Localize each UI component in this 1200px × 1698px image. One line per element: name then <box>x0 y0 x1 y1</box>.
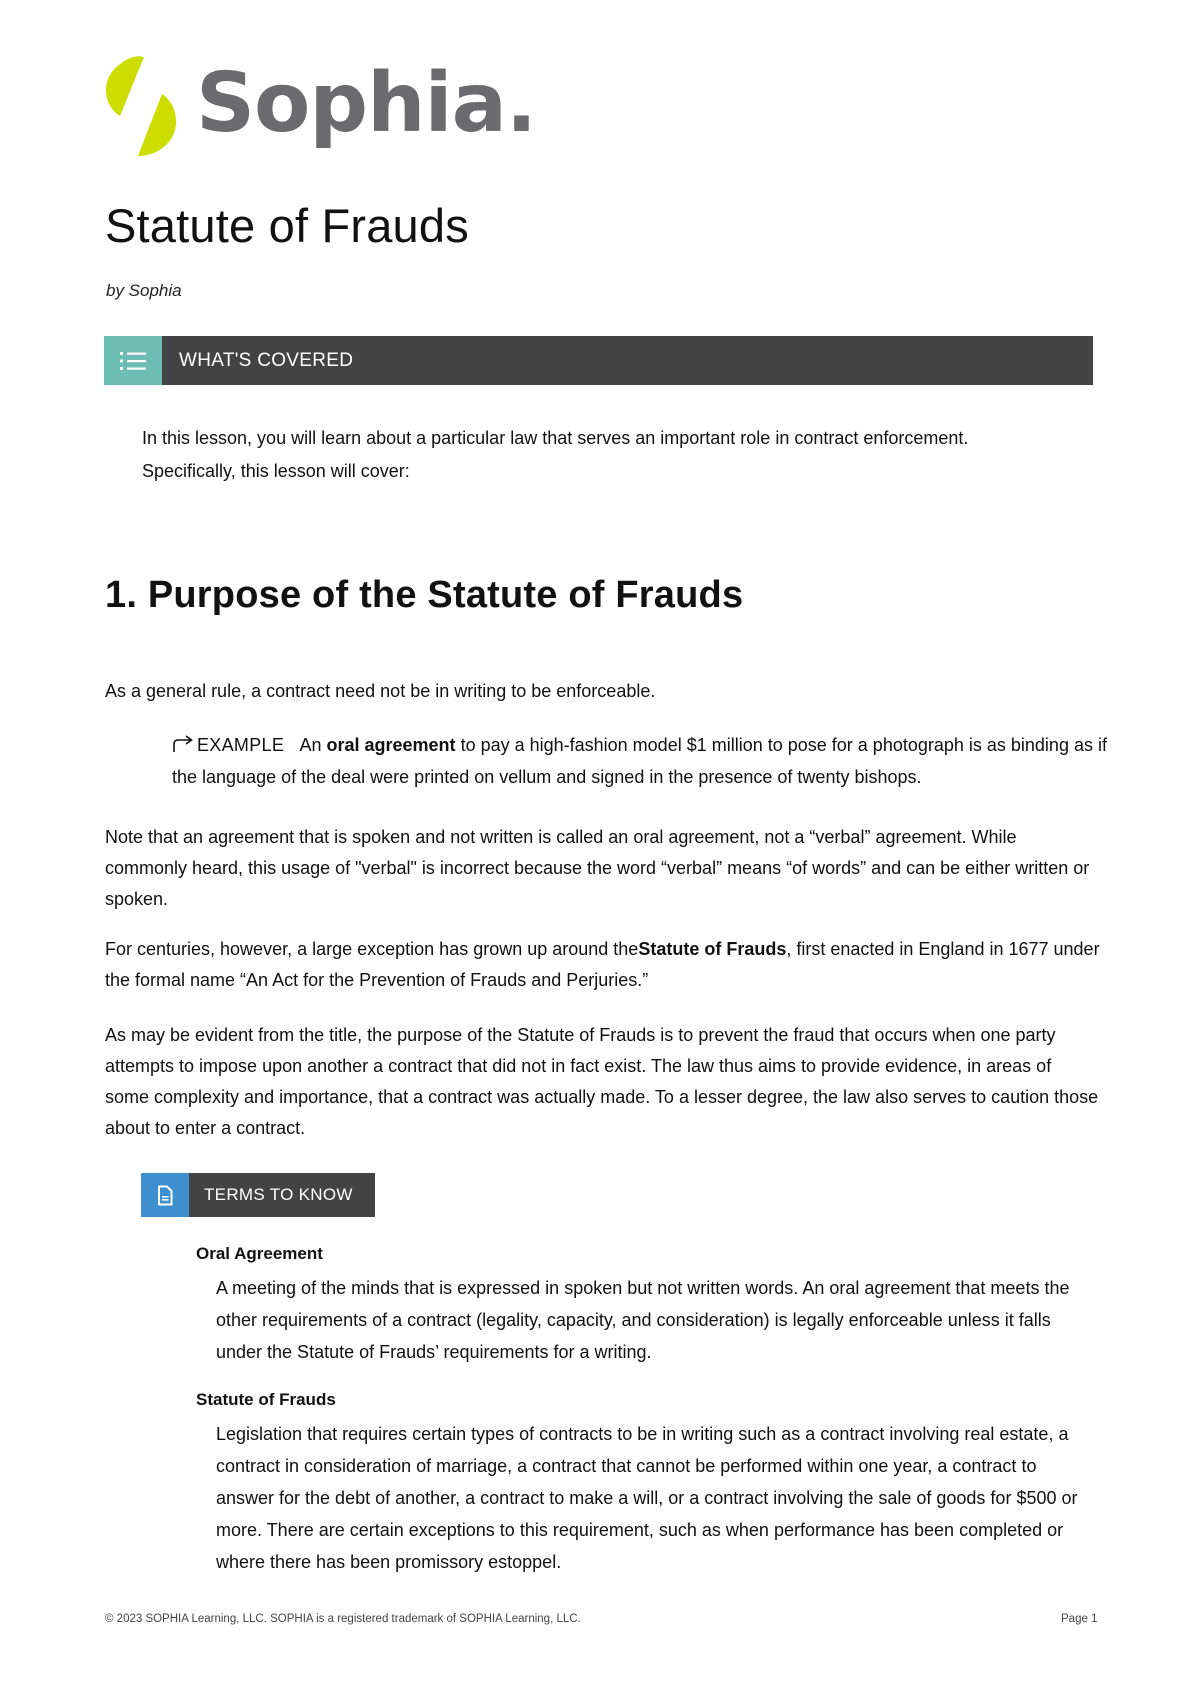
paragraph-statute-purpose: As may be evident from the title, the purpose of the Statute of Frauds is to prevent the fraud that occurs when one party attempts to impose upon another a contract that did not in fact exist. The law thus aims to provide evidence, in areas of some complexity and importance, that a contract was actually made. To a lesser degree, the law also serves to caution those about to enter a contract. <box>105 1025 1099 1138</box>
document-icon <box>141 1173 189 1217</box>
bold-term-oral-agreement: oral agreement <box>326 735 456 755</box>
paragraph-oral-vs-verbal: Note that an agreement that is spoken and not written is called an oral agreement, not a “verbal” agreement. While commonly heard, this usage of "verbal" is incorrect because the word “verbal” means “of words” and can be either written or spoken. <box>105 827 1090 909</box>
bold-term-statute-of-frauds: Statute of Frauds <box>638 939 787 959</box>
sophia-wordmark: Sophia. <box>196 56 537 151</box>
section-heading: 1. Purpose of the Statute of Frauds <box>105 574 744 616</box>
whats-covered-text: In this lesson, you will learn about a particular law that serves an important role in contract enforcement. Specifically, this lesson will cover: <box>142 428 969 481</box>
terms-to-know-label: TERMS TO KNOW <box>204 1185 353 1204</box>
whats-covered-label: WHAT'S COVERED <box>179 350 354 371</box>
example-tag: EXAMPLE <box>172 735 289 755</box>
term-entry <box>196 1242 1096 1368</box>
document-title: Statute of Frauds <box>105 199 469 252</box>
sophia-logo-icon <box>104 54 178 158</box>
term-entry <box>196 1388 1096 1578</box>
terms-to-know-header <box>141 1173 375 1217</box>
list-icon <box>104 336 162 385</box>
term-definition: A meeting of the minds that is expressed in spoken but not written words. An oral agreement that meets the other requirements of a contract (legality, capacity, and consideration) is legally enforceable unless it falls under the Statute of Frauds’ requirements for a writing. <box>216 1278 1070 1362</box>
term-name: Oral Agreement <box>196 1244 323 1263</box>
byline: by Sophia <box>106 281 182 300</box>
footer-copyright: © 2023 SOPHIA Learning, LLC. SOPHIA is a registered trademark of SOPHIA Learning, LLC. <box>105 1613 581 1625</box>
footer-page-number: Page 1 <box>1061 1613 1098 1625</box>
term-definition: Legislation that requires certain types of contracts to be in writing such as a contract involving real estate, a contract in consideration of marriage, a contract that cannot be performed within one year, a contract to answer for the debt of another, a contract to make a will, or a contract involving the sale of goods for $500 or more. There are certain exceptions to this requirement, such as when performance has been completed or where there has been promissory estoppel. <box>216 1424 1078 1572</box>
paragraph-statute-history: For centuries, however, a large exception has grown up around theStatute of Frauds, first enacted in England in 1677 under the formal name “An Act for the Prevention of Frauds and Perjuries.” <box>105 939 1100 990</box>
term-name: Statute of Frauds <box>196 1390 336 1409</box>
sophia-logo <box>104 54 536 158</box>
example-block: EXAMPLE An oral agreement to pay a high-fashion model $1 million to pose for a photograph is as binding as if the language of the deal were printed on vellum and signed in the presence of twenty bishops. <box>172 735 1107 787</box>
arrow-turn-right-icon <box>172 735 194 753</box>
paragraph-general-rule: As a general rule, a contract need not be in writing to be enforceable. <box>105 681 656 701</box>
whats-covered-header <box>104 336 1093 385</box>
